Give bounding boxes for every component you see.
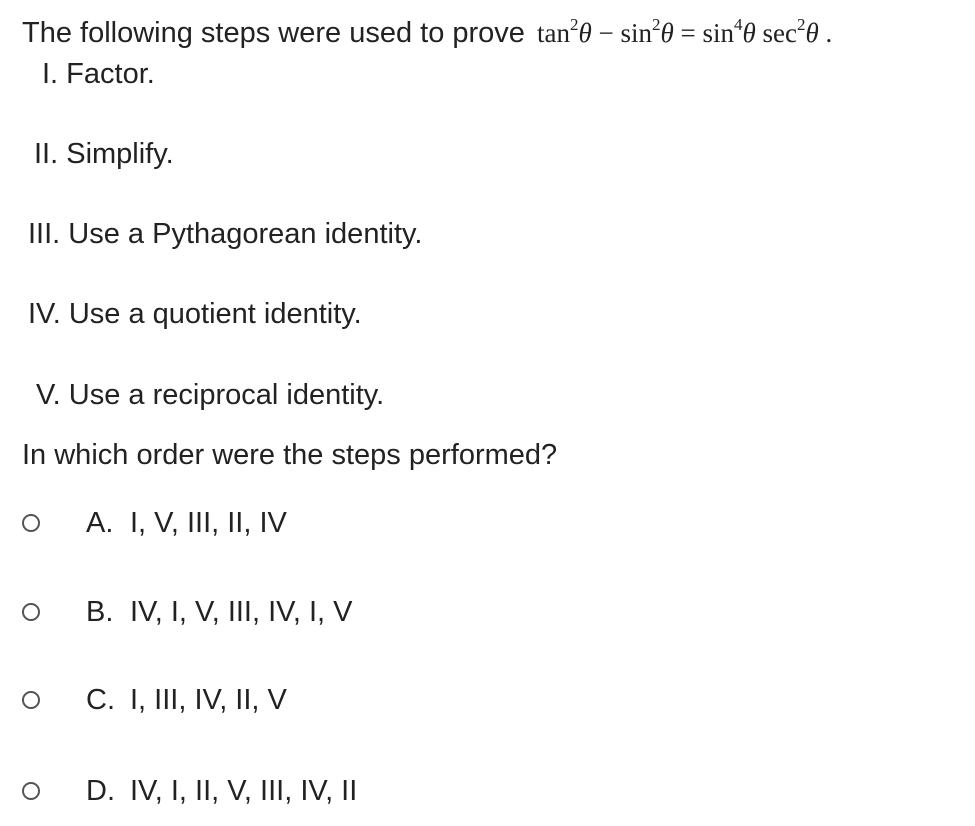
radio-button-c[interactable] <box>22 691 40 709</box>
option-text-b: IV, I, V, III, IV, I, V <box>130 595 353 628</box>
step-4: IV. Use a quotient identity. <box>28 298 362 330</box>
eq-power-1: 2 <box>569 15 579 34</box>
eq-sec: sec <box>755 18 797 48</box>
step-3: III. Use a Pythagorean identity. <box>28 218 423 250</box>
option-d[interactable] <box>22 771 357 811</box>
eq-power-2: 2 <box>651 15 661 34</box>
eq-equals: = <box>673 18 703 48</box>
eq-sin-1: sin <box>620 18 652 48</box>
eq-theta-2: θ <box>660 18 674 48</box>
option-a[interactable] <box>22 503 287 543</box>
question-intro <box>22 16 832 50</box>
option-text-c: I, III, IV, II, V <box>130 683 287 716</box>
option-letter-a: A. <box>86 506 114 539</box>
option-text-d: IV, I, II, V, III, IV, II <box>130 774 358 807</box>
step-1: I. Factor. <box>42 58 155 90</box>
eq-sin-2: sin <box>702 18 734 48</box>
eq-theta-3: θ <box>742 18 756 48</box>
eq-theta-4: θ <box>805 18 819 48</box>
eq-power-4: 2 <box>796 15 806 34</box>
question-prompt: In which order were the steps performed? <box>22 439 558 471</box>
option-b[interactable] <box>22 592 352 632</box>
step-5: V. Use a reciprocal identity. <box>36 379 385 411</box>
eq-tan: tan <box>536 18 570 48</box>
option-letter-c: C. <box>86 683 115 716</box>
eq-minus: − <box>591 18 621 48</box>
eq-period: . <box>818 18 833 48</box>
intro-text: The following steps were used to prove <box>22 17 525 49</box>
option-c[interactable] <box>22 680 287 720</box>
step-2: II. Simplify. <box>34 138 174 170</box>
eq-power-3: 4 <box>733 15 743 34</box>
option-letter-d: D. <box>86 774 115 807</box>
radio-button-d[interactable] <box>22 782 40 800</box>
radio-button-b[interactable] <box>22 603 40 621</box>
radio-button-a[interactable] <box>22 514 40 532</box>
option-text-a: I, V, III, II, IV <box>130 506 287 539</box>
option-letter-b: B. <box>86 595 114 628</box>
equation <box>536 15 833 48</box>
eq-theta-1: θ <box>578 18 592 48</box>
